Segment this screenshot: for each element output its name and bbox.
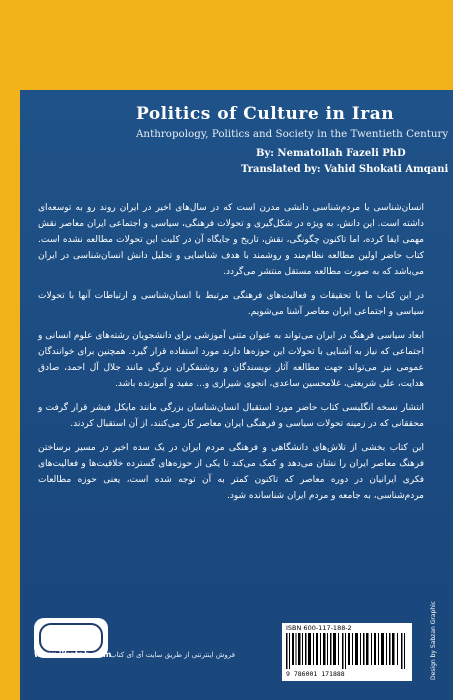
translator-line: Translated by: Vahid Shokati Amqani	[241, 164, 449, 175]
blurb-text	[38, 200, 424, 512]
barcode-box	[282, 623, 412, 681]
online-sales-note: فروش اینترنتی از طریق سایت آی آی کتاب	[110, 651, 235, 659]
blurb-paragraph: انتشار نسخه انگلیسی کتاب حاضر مورد استقبال انسان‌شناسان بزرگی مانند مایکل فیشر قرار گرفت و محققانی که در زمینه تحولات سیاسی و فرهنگی ایران معاصر کار می‌کنند، از آن استقبال کردند.	[38, 403, 424, 429]
blurb-paragraph: در این کتاب ما با تحقیقات و فعالیت‌های فرهنگی مرتبط با انسان‌شناسی و ارتباطات آنها با تحولات سیاسی و اجتماعی ایران معاصر آشنا می‌شویم.	[38, 291, 424, 317]
logo-mark	[39, 623, 103, 653]
blurb-paragraph: ابعاد سیاسی فرهنگ در ایران می‌تواند به عنوان متنی آموزشی برای دانشجویان رشته‌های علوم انسانی و اجتماعی که نیاز به آشنایی با تحولات این حوزه‌ها دارند مورد استفاده قرار گیرد. همچنین برای خوانندگان عمومی نیز می‌تواند جهت مطالعه آثار نویسندگان و روشنفکران بزرگی مانند جلال آل احمد، صادق هدایت، علی شریعتی، غلامحسین ساعدی، انجوی شیرازی و... مفید و آموزنده باشد.	[38, 331, 424, 389]
barcode	[286, 633, 408, 669]
author-line: By: Nematollah Fazeli PhD	[256, 148, 406, 159]
blurb-paragraph: این کتاب بخشی از تلاش‌های دانشگاهی و فرهنگی مردم ایران در یک سده اخیر در مسیر برساختن فرهنگ معاصر ایران را نشان می‌دهد و کمک می‌کند تا یکی از حوزه‌های گسترده خلاقیت‌ها و فعالیت‌های فکری ایرانیان در دوره معاصر که تاکنون کمتر به آن توجه شده است، یعنی حوزه مطالعات مردم‌شناسی، به جامعه و مردم ایران شناسانده شود.	[38, 443, 424, 501]
isbn-text: ISBN 600-117-188-2	[286, 624, 352, 632]
book-title: Politics of Culture in Iran	[136, 104, 395, 124]
barcode-number: 9 786001 171888	[286, 670, 345, 678]
blurb-paragraph: انسان‌شناسی یا مردم‌شناسی دانشی مدرن است که در سال‌های اخیر در ایران روند رو به توسعه‌ای داشته است. این دانش، به ویژه در شکل‌گیری و تحولات فرهنگی، سیاسی و اجتماعی ایران معاصر نقش مهمی ایفا کرده، اما تاکنون چگونگی، نقش، تاریخ و جایگاه آن در کلیت این تحولات مطالعه نشده است. کتاب حاضر اولین مطالعه نظام‌مند و روشمند با هدف شناسایی و تحلیل دانش انسان‌شناسی در ایران می‌باشد که به صورت مطالعه مستقل منتشر می‌گردد.	[38, 203, 424, 277]
book-subtitle: Anthropology, Politics and Society in the Twentieth Century	[136, 128, 449, 140]
design-credit: Design by Sabzan Graphic	[430, 600, 437, 680]
website-link[interactable]: www.iiketab.com	[34, 650, 112, 659]
